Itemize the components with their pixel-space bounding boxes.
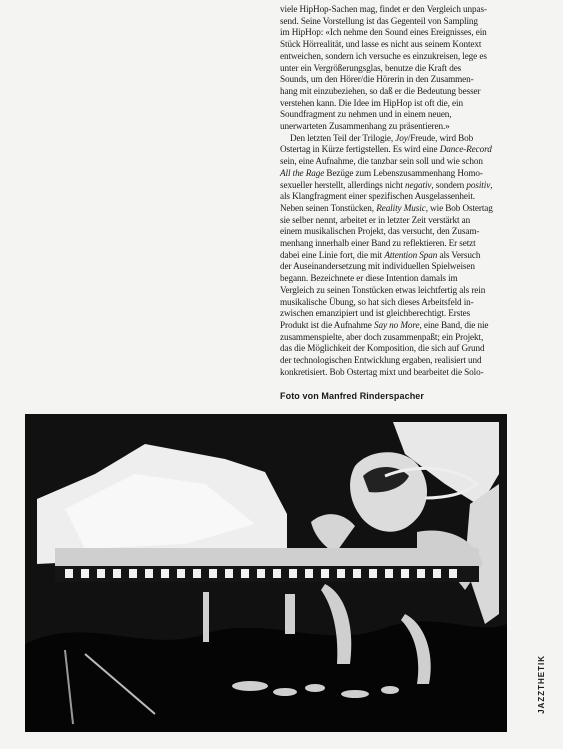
article-line: zusammenspielte, aber doch zusammenpaßt; ein Projekt, [280,331,484,342]
text-span: , sondern [431,179,467,190]
work-title: Joy [395,132,408,143]
stage-shadow [25,621,507,732]
emphasis: negativ [405,179,432,190]
photo-illustration [25,414,507,732]
article-line: Soundfragment zu nehmen und in einem neuen, [280,109,452,120]
text-span: Bezüge zum Lebenszusammenhang Homo- [324,167,483,178]
article-line: das die Möglichkeit der Komposition, die sich auf Grund [280,343,485,354]
article-line: unerwarteten Zusammenhang zu präsentieren.» [280,121,450,132]
article-line: konkretisiert. Bob Ostertag mixt und bearbeitet die Solo- [280,366,484,377]
article-line: sie selber nennt, arbeitet er in letzter Zeit verstärkt an [280,214,471,225]
article-line: Stück Hörrealität, und lasse es nicht aus seinem Kontext [280,39,482,50]
work-title: Dance-Record [439,144,492,155]
text-span: dabei eine Linie fort, die mit [280,249,385,260]
article-line [280,168,543,180]
photo-caption: Foto von Manfred Rinderspacher [280,391,425,401]
article-line: menhang innerhalb einer Band zu reflektieren. Er setzt [280,238,476,249]
text-span: Den letzten Teil der Trilogie, [290,132,396,143]
text-span: als Versuch [437,249,481,260]
musician-photo [25,414,507,732]
text-span: , wie Bob Ostertag [425,202,493,213]
text-span: Produkt ist die Aufnahme [280,319,374,330]
article-line [280,250,543,262]
text-span: Neben seinen Tonstücken, [280,202,377,213]
article-line [280,133,543,145]
article-line: im HipHop: «Ich nehme den Sound eines Ereignisses, ein [280,27,487,38]
article-line: unter ein Vergrößerungsglas, benutze die Kraft des [280,62,462,73]
article-line [280,203,543,215]
work-title: Reality Music [376,202,426,213]
text-span: , [490,179,493,190]
article-line: hang mit einzubeziehen, so daß er die Bedeutung besser [280,85,481,96]
article-line: einem musikalischen Projekt, das versucht, den Zusam- [280,226,480,237]
article-line: entweichen, sondern ich versuche es einzukreisen, lege es [280,50,487,61]
article-line: musikalische Übung, so hat sich dieses Arbeitsfeld in- [280,296,474,307]
article-line: verstehen kann. Die Idee im HipHop ist oft die, ein [280,97,463,108]
article-line: zwischen emanzipiert und ist gleichberechtigt. Erstes [280,308,471,319]
article-line: als Klangfragment einer spezifischen Ausgelassenheit. [280,191,475,202]
text-span: /Freude, wird Bob [407,132,474,143]
article-line [280,320,543,332]
article-line: Vergleich zu seinen Tonstücken etwas leichtfertig als rein [280,284,486,295]
article-line: der technologischen Entwicklung ergaben, realisiert und [280,355,482,366]
article-line: begann. Bezeichnete er diese Intention damals im [280,273,458,284]
article-line: Sounds, um den Hörer/die Hörerin in den Zusammen- [280,74,474,85]
article-text-column [280,4,543,379]
work-title: Say no More [373,319,420,330]
text-span: sexueller herstellt, allerdings nicht [280,179,406,190]
article-line [280,180,543,192]
work-title: Attention Span [384,249,438,260]
work-title: All the Rage [280,167,325,178]
article-line: viele HipHop-Sachen mag, findet er den Vergleich unpas- [280,4,487,14]
article-line: send. Seine Vorstellung ist das Gegenteil von Sampling [280,15,478,26]
article-line [280,144,543,156]
article-line: der Auseinandersetzung mit individuellen Spielweisen [280,261,475,272]
text-span: Ostertag in Kürze fertigstellen. Es wird eine [280,144,440,155]
magazine-name-label: JAZZTHETIK [537,655,546,714]
emphasis: positiv [466,179,491,190]
article-line: sein, eine Aufnahme, die tanzbar sein soll und wie schon [280,156,483,167]
keyboard-body [55,548,479,566]
text-span: , eine Band, die nie [419,319,489,330]
